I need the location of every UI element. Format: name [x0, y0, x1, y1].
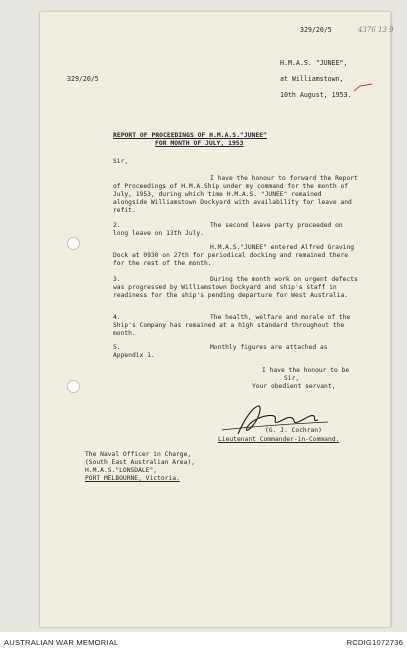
signer-rank: Lieutenant Commander-in-Command. [218, 436, 340, 443]
paragraph-1: I have the honour to forward the Report of Proceedings of H.M.A.Ship under my command for the month of July, 1953, during which time H.M.A.S. "JUNEE" remained alongside Williamstown Dockyard with availability for leave and refit. [113, 175, 358, 214]
closing-line-3: Your obedient servant, [252, 383, 336, 390]
signer-name: (G. J. Cochran) [265, 427, 322, 434]
paragraph-5: Monthly figures are attached as Appendix 1. [113, 344, 328, 359]
address-location: at Williamstown, [280, 75, 344, 83]
report-title-line1: REPORT OF PROCEEDINGS OF H.M.A.S."JUNEE" [113, 131, 267, 139]
closing-line-2: Sir, [284, 375, 300, 382]
file-reference-top: 329/20/5 [300, 26, 332, 34]
footer-institution: AUSTRALIAN WAR MEMORIAL [4, 638, 119, 647]
recipient-line-3: H.M.A.S."LONSDALE", [85, 467, 158, 474]
paragraph-2-number: 2. [113, 222, 121, 229]
address-date: 10th August, 1953. [280, 91, 352, 99]
red-check-mark [352, 82, 374, 94]
paragraph-3: During the month work on urgent defects was progressed by Williamstown Dockyard and ship's staff in readiness for the ship's pending departure for West Australia. [113, 276, 358, 299]
report-title-line2: FOR MONTH OF JULY, 1953 [155, 139, 244, 147]
paragraph-3-number: 3. [113, 276, 121, 283]
paragraph-4: The health, welfare and morale of the Ship's Company has remained at a high standard throughout the month. [113, 314, 351, 337]
paragraph-5-number: 5. [113, 344, 121, 351]
recipient-line-4: PORT MELBOURNE, Victoria. [85, 475, 180, 482]
paragraph-2b: H.M.A.S."JUNEE" entered Alfred Graving Dock at 0930 on 27th for periodical docking and remained there for the rest of the month. [113, 244, 355, 267]
salutation: Sir, [113, 158, 129, 165]
recipient-line-1: The Naval Officer in Charge, [85, 451, 192, 458]
footer-record-id: RCDIG1072736 [346, 638, 403, 647]
paragraph-2: The second leave party proceeded on long leave on 13th July. [113, 222, 343, 237]
punch-hole [67, 237, 80, 250]
recipient-line-2: (South East Australian Area), [85, 459, 195, 466]
file-reference-left: 329/20/5 [67, 75, 99, 83]
closing-line-1: I have the honour to be [262, 367, 350, 374]
paragraph-4-number: 4. [113, 314, 121, 321]
punch-hole [67, 380, 80, 393]
address-ship: H.M.A.S. "JUNEE", [280, 59, 348, 67]
handwritten-file-number: 4376 13 9 [358, 26, 394, 34]
